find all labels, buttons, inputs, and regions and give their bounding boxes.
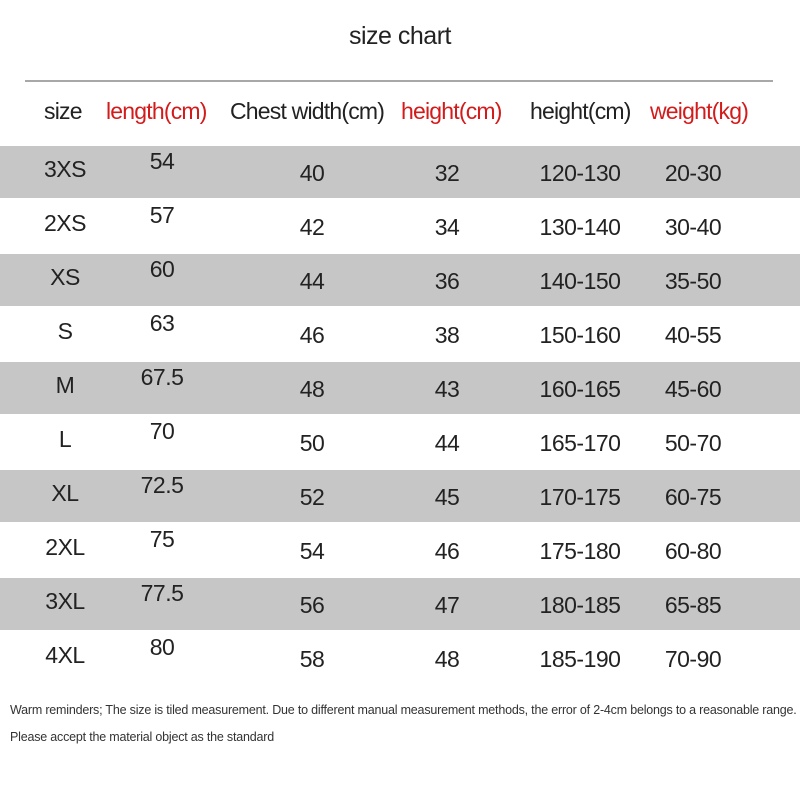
cell-height: 175-180	[539, 538, 621, 564]
header-chest-width: Chest width(cm)	[230, 98, 385, 124]
cell-weight: 60-80	[664, 538, 722, 564]
header-weight: weight(kg)	[650, 98, 749, 124]
cell-weight: 20-30	[664, 160, 722, 186]
cell-length: 63	[149, 310, 175, 336]
cell-height-red: 32	[434, 160, 460, 186]
cell-weight: 35-50	[664, 268, 722, 294]
cell-chest-width: 44	[299, 268, 325, 294]
cell-height-red: 36	[434, 268, 460, 294]
cell-chest-width: 40	[299, 160, 325, 186]
table-row	[0, 308, 800, 360]
cell-chest-width: 54	[299, 538, 325, 564]
cell-height-red: 43	[434, 376, 460, 402]
title-divider	[25, 80, 773, 82]
cell-length: 77.5	[140, 580, 184, 606]
cell-weight: 70-90	[664, 646, 722, 672]
cell-length: 57	[149, 202, 175, 228]
note-line-1: Warm reminders; The size is tiled measurement. Due to different manual measurement methods, the error of 2-4cm belongs to a reasonable range.	[10, 703, 797, 717]
table-row	[0, 524, 800, 576]
cell-length: 67.5	[140, 364, 184, 390]
table-row	[0, 578, 800, 630]
cell-chest-width: 50	[299, 430, 325, 456]
cell-height-red: 46	[434, 538, 460, 564]
cell-chest-width: 42	[299, 214, 325, 240]
header-height: height(cm)	[530, 98, 631, 124]
table-row	[0, 146, 800, 198]
cell-length: 70	[149, 418, 175, 444]
cell-chest-width: 48	[299, 376, 325, 402]
cell-height: 150-160	[539, 322, 621, 348]
cell-size: 2XS	[44, 210, 86, 236]
cell-size: S	[57, 318, 73, 344]
cell-weight: 50-70	[664, 430, 722, 456]
cell-chest-width: 58	[299, 646, 325, 672]
cell-size: XL	[51, 480, 79, 506]
header-length: length(cm)	[106, 98, 207, 124]
chart-title: size chart	[349, 22, 451, 50]
cell-height: 140-150	[539, 268, 621, 294]
cell-length: 54	[149, 148, 175, 174]
cell-chest-width: 52	[299, 484, 325, 510]
cell-size: M	[55, 372, 75, 398]
cell-height: 120-130	[539, 160, 621, 186]
cell-height-red: 34	[434, 214, 460, 240]
cell-height: 165-170	[539, 430, 621, 456]
cell-height-red: 45	[434, 484, 460, 510]
cell-weight: 65-85	[664, 592, 722, 618]
cell-height: 170-175	[539, 484, 621, 510]
cell-weight: 45-60	[664, 376, 722, 402]
cell-weight: 60-75	[664, 484, 722, 510]
cell-weight: 40-55	[664, 322, 722, 348]
cell-size: 4XL	[45, 642, 85, 668]
cell-chest-width: 56	[299, 592, 325, 618]
table-header	[0, 90, 800, 142]
cell-height-red: 38	[434, 322, 460, 348]
cell-height-red: 47	[434, 592, 460, 618]
cell-length: 60	[149, 256, 175, 282]
table-row	[0, 254, 800, 306]
cell-length: 80	[149, 634, 175, 660]
cell-height: 160-165	[539, 376, 621, 402]
cell-size: XS	[50, 264, 80, 290]
cell-length: 72.5	[140, 472, 184, 498]
cell-size: 2XL	[45, 534, 85, 560]
table-row	[0, 632, 800, 684]
cell-weight: 30-40	[664, 214, 722, 240]
header-size: size	[44, 98, 82, 124]
table-row	[0, 362, 800, 414]
cell-height: 185-190	[539, 646, 621, 672]
table-row	[0, 416, 800, 468]
table-row	[0, 470, 800, 522]
cell-size: L	[58, 426, 72, 452]
header-height-red: height(cm)	[401, 98, 502, 124]
note-line-2: Please accept the material object as the standard	[10, 730, 274, 744]
cell-height-red: 44	[434, 430, 460, 456]
table-row	[0, 200, 800, 252]
cell-length: 75	[149, 526, 175, 552]
cell-height: 130-140	[539, 214, 621, 240]
cell-chest-width: 46	[299, 322, 325, 348]
cell-height-red: 48	[434, 646, 460, 672]
cell-height: 180-185	[539, 592, 621, 618]
cell-size: 3XS	[44, 156, 86, 182]
cell-size: 3XL	[45, 588, 85, 614]
